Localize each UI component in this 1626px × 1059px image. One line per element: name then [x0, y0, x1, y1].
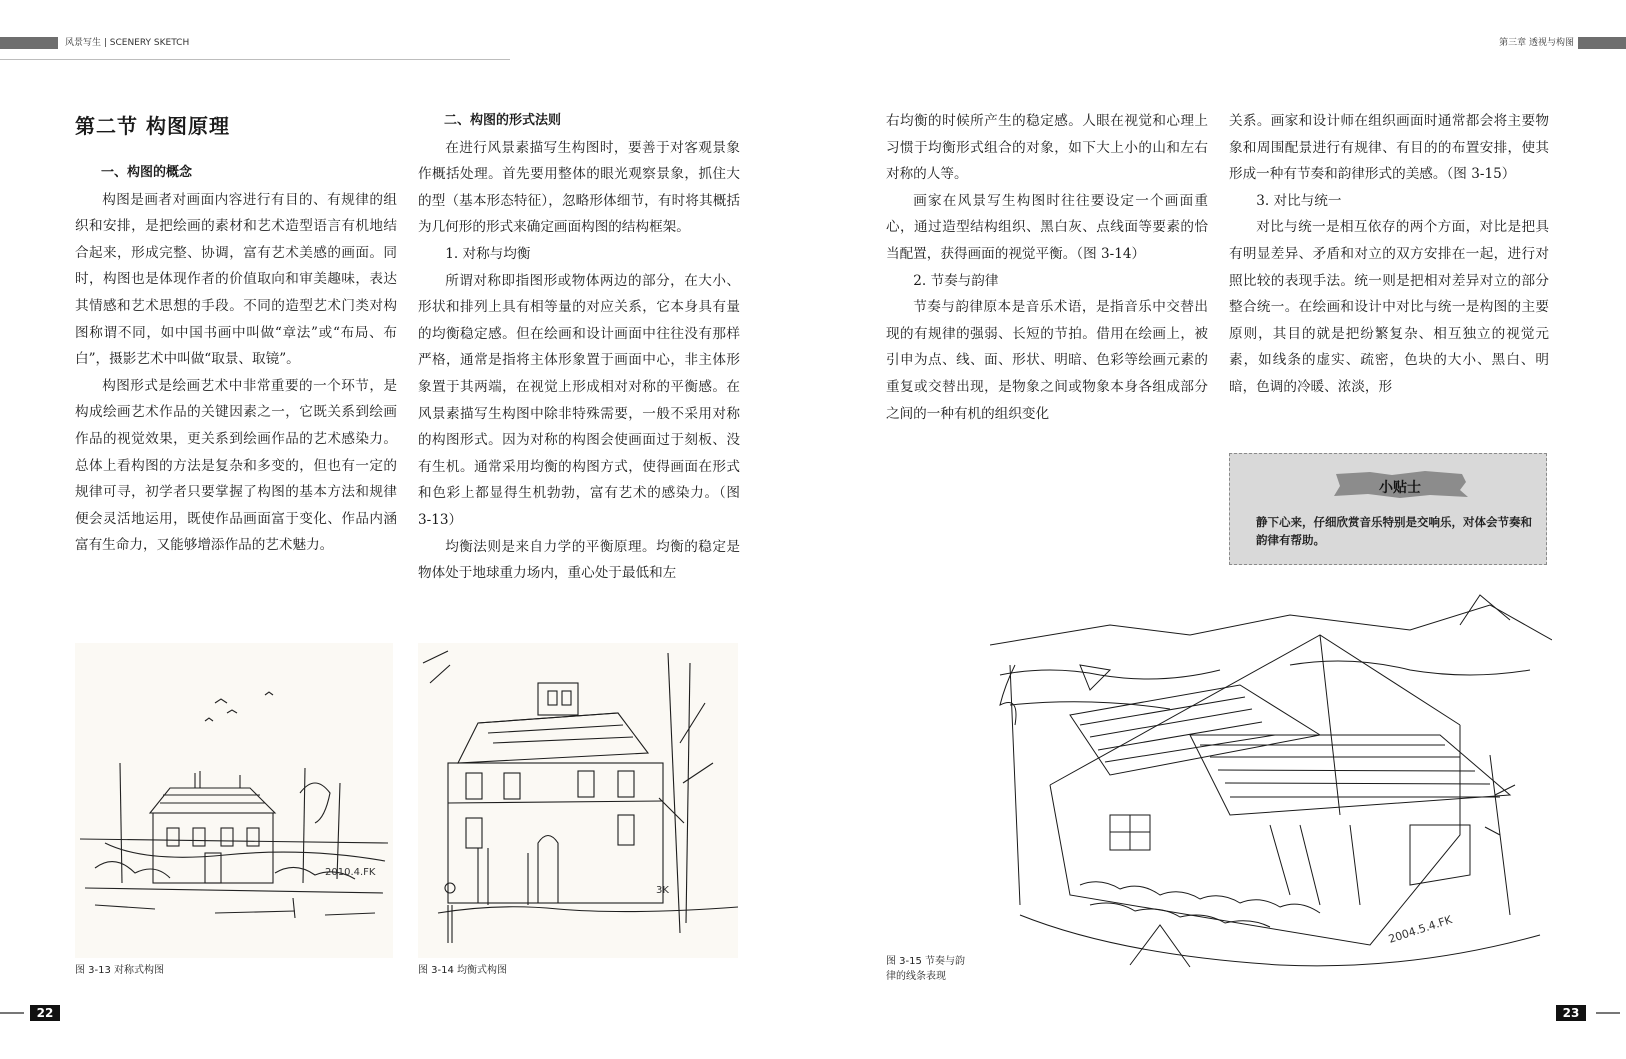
column-3 [886, 108, 1208, 427]
sketch-signature: 2004.5.4.FK [1386, 913, 1454, 946]
header-chapter-title: 第三章 透视与构图 [1499, 38, 1574, 48]
paragraph: 右均衡的时候所产生的稳定感。人眼在视觉和心理上习惯于均衡形式组合的对象，如下大上小的山和左右对称的人等。 [886, 113, 1208, 183]
header-rule [0, 59, 510, 60]
section-title: 第二节 构图原理 [75, 114, 230, 138]
paragraph: 节奏与韵律原本是音乐术语，是指音乐中交替出现的有规律的强弱、长短的节拍。借用在绘画上，被引申为点、线、面、形状、明暗、色彩等绘画元素的重复或交替出现，是物象之间或物象本身各组成部分之间的一种有机的组织变化 [886, 299, 1208, 422]
tip-box [1229, 453, 1547, 565]
figure-3-13-caption: 图 3-13 对称式构图 [75, 965, 165, 976]
page-number: 22 [30, 1005, 60, 1021]
balanced-house-sketch [418, 643, 738, 958]
paragraph: 构图是画者对画面内容进行有目的、有规律的组织和安排，是把绘画的素材和艺术造型语言有机地结合起来，形成完整、协调，富有艺术美感的画面。同时，构图也是体现作者的价值取向和审美趣味，表达其情感和艺术思想的手段。不同的造型艺术门类对构图称谓不同，如中国书画中叫做“章法”或“布局、布白”，摄影艺术中叫做“取景、取镜”。 [75, 191, 397, 368]
figure-3-14-caption: 图 3-14 均衡式构图 [418, 965, 508, 976]
page-number-rule [1596, 1012, 1620, 1014]
subheading-contrast: 3. 对比与统一 [1256, 192, 1342, 209]
header-book-title: 风景写生 | SCENERY SKETCH [65, 38, 190, 48]
symmetric-house-sketch [75, 643, 393, 958]
paragraph: 在进行风景素描写生构图时，要善于对客观景象作概括处理。首先要用整体的眼光观察景象，抓住大的型（基本形态特征），忽略形体细节，有时将其概括为几何形的形式来确定画面构图的结构框架。 [418, 139, 740, 236]
heading-formal-rules: 二、构图的形式法则 [444, 113, 562, 128]
heading-composition-concept: 一、构图的概念 [101, 165, 193, 180]
paragraph: 画家在风景写生构图时往往要设定一个画面重心，通过造型结构组织、黑白灰、点线面等要素的恰当配置，获得画面的视觉平衡。（图 3-14） [886, 192, 1208, 262]
left-page-number [0, 1005, 70, 1022]
column-1 [75, 160, 397, 559]
paragraph: 对比与统一是相互依存的两个方面，对比是把具有明显差异、矛盾和对立的双方安排在一起，进行对照比较的表现手法。统一则是把相对差异对立的部分整合统一。在绘画和设计中对比与统一是构图的主要原则，其目的就是把纷繁复杂、相互独立的视觉元素，如线条的虚实、疏密，色块的大小、黑白、明暗，色调的冷暖、浓淡，形 [1229, 219, 1549, 395]
subheading-rhythm: 2. 节奏与韵律 [913, 272, 999, 289]
figure-3-15-caption-line-1: 图 3-15 节奏与韵 [886, 956, 966, 967]
subheading-symmetry: 1. 对称与均衡 [445, 245, 531, 262]
rhythmic-village-house-sketch [990, 585, 1552, 980]
figure-3-13-sketch [75, 643, 393, 958]
right-page-number [1556, 1005, 1626, 1022]
header-bar-right [1578, 37, 1626, 49]
tip-label: 小贴士 [1379, 480, 1421, 496]
paragraph: 均衡法则是来自力学的平衡原理。均衡的稳定是物体处于地球重力场内，重心处于最低和左 [418, 538, 740, 582]
page-number: 23 [1556, 1005, 1586, 1021]
header-bar-left [0, 37, 58, 49]
tip-text: 静下心来，仔细欣赏音乐特别是交响乐，对体会节奏和韵律有帮助。 [1256, 515, 1532, 547]
sketch-signature: 2010.4.FK [325, 867, 376, 878]
column-4 [1229, 108, 1549, 401]
paragraph: 构图形式是绘画艺术中非常重要的一个环节，是构成绘画艺术作品的关键因素之一，它既关系到绘画作品的视觉效果，更关系到绘画作品的艺术感染力。总体上看构图的方法是复杂和多变的，但也有一定的规律可寻，初学者只要掌握了构图的基本方法和规律便会灵活地运用，既使作品画面富于变化、作品内涵富有生命力，又能够增添作品的艺术魅力。 [75, 377, 397, 554]
paragraph: 所谓对称即指图形或物体两边的部分，在大小、形状和排列上具有相等量的对应关系，它本身具有量的均衡稳定感。但在绘画和设计画面中往往没有那样严格，通常是指将主体形象置于画面中心，非主体形象置于其两端，在视觉上形成相对对称的平衡感。在风景素描写生构图中除非特殊需要，一般不采用对称的构图形式。因为对称的构图会使画面过于刻板、没有生机。通常采用均衡的构图方式，使得画面在形式和色彩上都显得生机勃勃，富有艺术的感染力。（图 3-13） [418, 272, 740, 528]
page-number-rule [0, 1012, 24, 1014]
paragraph: 关系。画家和设计师在组织画面时通常都会将主要物象和周围配景进行有规律、有目的的布置安排，使其形成一种有节奏和韵律形式的美感。（图 3-15） [1229, 113, 1549, 183]
column-2 [418, 108, 740, 587]
figure-3-15-sketch [990, 585, 1552, 980]
tip-label-badge [1330, 468, 1470, 500]
right-running-header [1116, 36, 1626, 52]
sketch-signature: 3K [656, 885, 669, 896]
left-running-header [0, 36, 510, 52]
figure-3-14-sketch [418, 643, 738, 958]
figure-3-15-caption-line-2: 律的线条表现 [886, 971, 946, 982]
